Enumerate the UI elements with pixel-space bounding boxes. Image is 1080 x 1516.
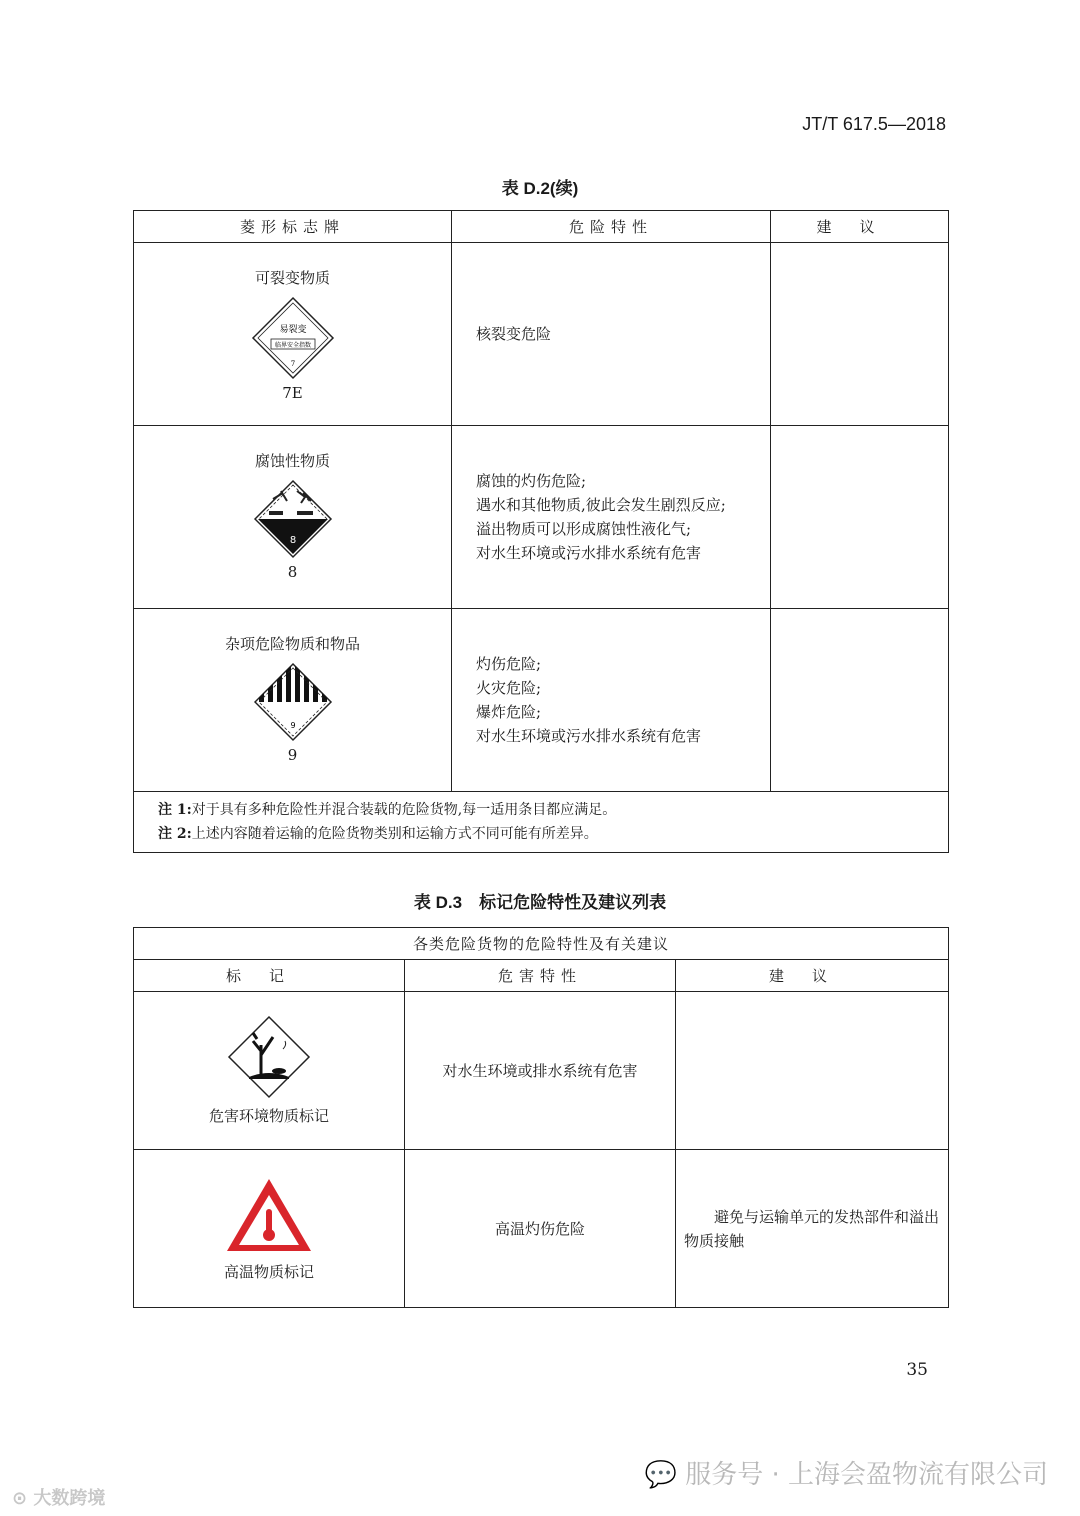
page-number: 35 bbox=[906, 1360, 928, 1380]
table-d3 bbox=[133, 927, 949, 1308]
placard-subtext: 临界安全指数 bbox=[274, 342, 311, 349]
advice-cell: 避免与运输单元的发热部件和溢出物质接触 bbox=[676, 1150, 949, 1308]
table-notes bbox=[134, 792, 949, 853]
column-header-hazard: 危险特性 bbox=[452, 211, 771, 243]
hazard-line: 火灾危险; bbox=[476, 679, 542, 697]
sign-cell bbox=[134, 609, 452, 792]
hazard-line: 遇水和其他物质,彼此会发生剧烈反应; bbox=[476, 496, 726, 514]
hazard-line: 溢出物质可以形成腐蚀性液化气; bbox=[476, 520, 692, 538]
sign-title: 腐蚀性物质 bbox=[254, 452, 330, 470]
table-d3-caption: 表 D.3 标记危险特性及建议列表 bbox=[413, 893, 667, 912]
note-2: 注 2:上述内容随着运输的危险货物类别和运输方式不同可能有所差异。 bbox=[158, 826, 598, 842]
table-row bbox=[134, 426, 949, 609]
column-header-sign: 菱形标志牌 bbox=[134, 211, 452, 243]
table-d2-caption: 表 D.2(续) bbox=[501, 179, 579, 198]
watermark-left: ⊙ 大数跨境 bbox=[12, 1488, 106, 1509]
hazard-cell: 高温灼伤危险 bbox=[405, 1150, 676, 1308]
hazard-line: 爆炸危险; bbox=[476, 703, 542, 721]
placard-number: 7 bbox=[290, 360, 295, 368]
span-header: 各类危险货物的危险特性及有关建议 bbox=[134, 928, 949, 960]
table-row bbox=[134, 609, 949, 792]
advice-cell bbox=[676, 992, 949, 1150]
table-row bbox=[134, 992, 949, 1150]
watermark-logo-icon: ⊙ bbox=[12, 1488, 34, 1509]
column-header-advice: 建议 bbox=[676, 960, 949, 992]
hazard-cell: 对水生环境或排水系统有危害 bbox=[405, 992, 676, 1150]
misc-hazard-placard-icon bbox=[253, 662, 333, 742]
fissile-placard-icon bbox=[251, 296, 335, 380]
column-header-mark: 标记 bbox=[134, 960, 405, 992]
table-row bbox=[134, 243, 949, 426]
mark-cell bbox=[134, 992, 405, 1150]
placard-number: 8 bbox=[289, 535, 296, 546]
mark-cell bbox=[134, 1150, 405, 1308]
wechat-icon: 💬 bbox=[644, 1460, 686, 1490]
hazard-cell bbox=[452, 243, 771, 426]
table-d2 bbox=[133, 210, 949, 853]
table-row bbox=[134, 1150, 949, 1308]
sign-title: 可裂变物质 bbox=[254, 269, 330, 287]
sign-code: 9 bbox=[287, 746, 298, 764]
column-header-advice: 建议 bbox=[771, 211, 949, 243]
sign-code: 8 bbox=[287, 563, 298, 581]
mark-label: 危害环境物质标记 bbox=[208, 1107, 329, 1125]
environmental-hazard-icon bbox=[227, 1015, 311, 1099]
sign-code: 7E bbox=[282, 384, 303, 402]
hazard-line: 核裂变危险 bbox=[476, 325, 552, 343]
hazard-line: 对水生环境或污水排水系统有危害 bbox=[476, 544, 702, 562]
mark-label: 高温物质标记 bbox=[223, 1263, 314, 1281]
advice-cell bbox=[771, 609, 949, 792]
note-1: 注 1:对于具有多种危险性并混合装载的危险货物,每一适用条目都应满足。 bbox=[158, 802, 617, 818]
high-temperature-warning-icon bbox=[223, 1175, 315, 1255]
corrosive-placard-icon bbox=[253, 479, 333, 559]
hazard-cell bbox=[452, 426, 771, 609]
hazard-line: 腐蚀的灼伤危险; bbox=[476, 472, 587, 490]
sign-cell bbox=[134, 243, 452, 426]
placard-number: 9 bbox=[289, 721, 296, 730]
hazard-line: 对水生环境或污水排水系统有危害 bbox=[476, 727, 702, 745]
sign-title: 杂项危险物质和物品 bbox=[224, 635, 360, 653]
column-header-hazard: 危害特性 bbox=[405, 960, 676, 992]
hazard-line: 灼伤危险; bbox=[476, 655, 542, 673]
sign-cell bbox=[134, 426, 452, 609]
placard-text: 易裂变 bbox=[278, 325, 307, 335]
advice-cell bbox=[771, 426, 949, 609]
watermark-right: 💬 服务号 · 上海会盈物流有限公司 bbox=[644, 1460, 1048, 1490]
hazard-cell bbox=[452, 609, 771, 792]
standard-code: JT/T 617.5—2018 bbox=[802, 114, 946, 134]
advice-cell bbox=[771, 243, 949, 426]
